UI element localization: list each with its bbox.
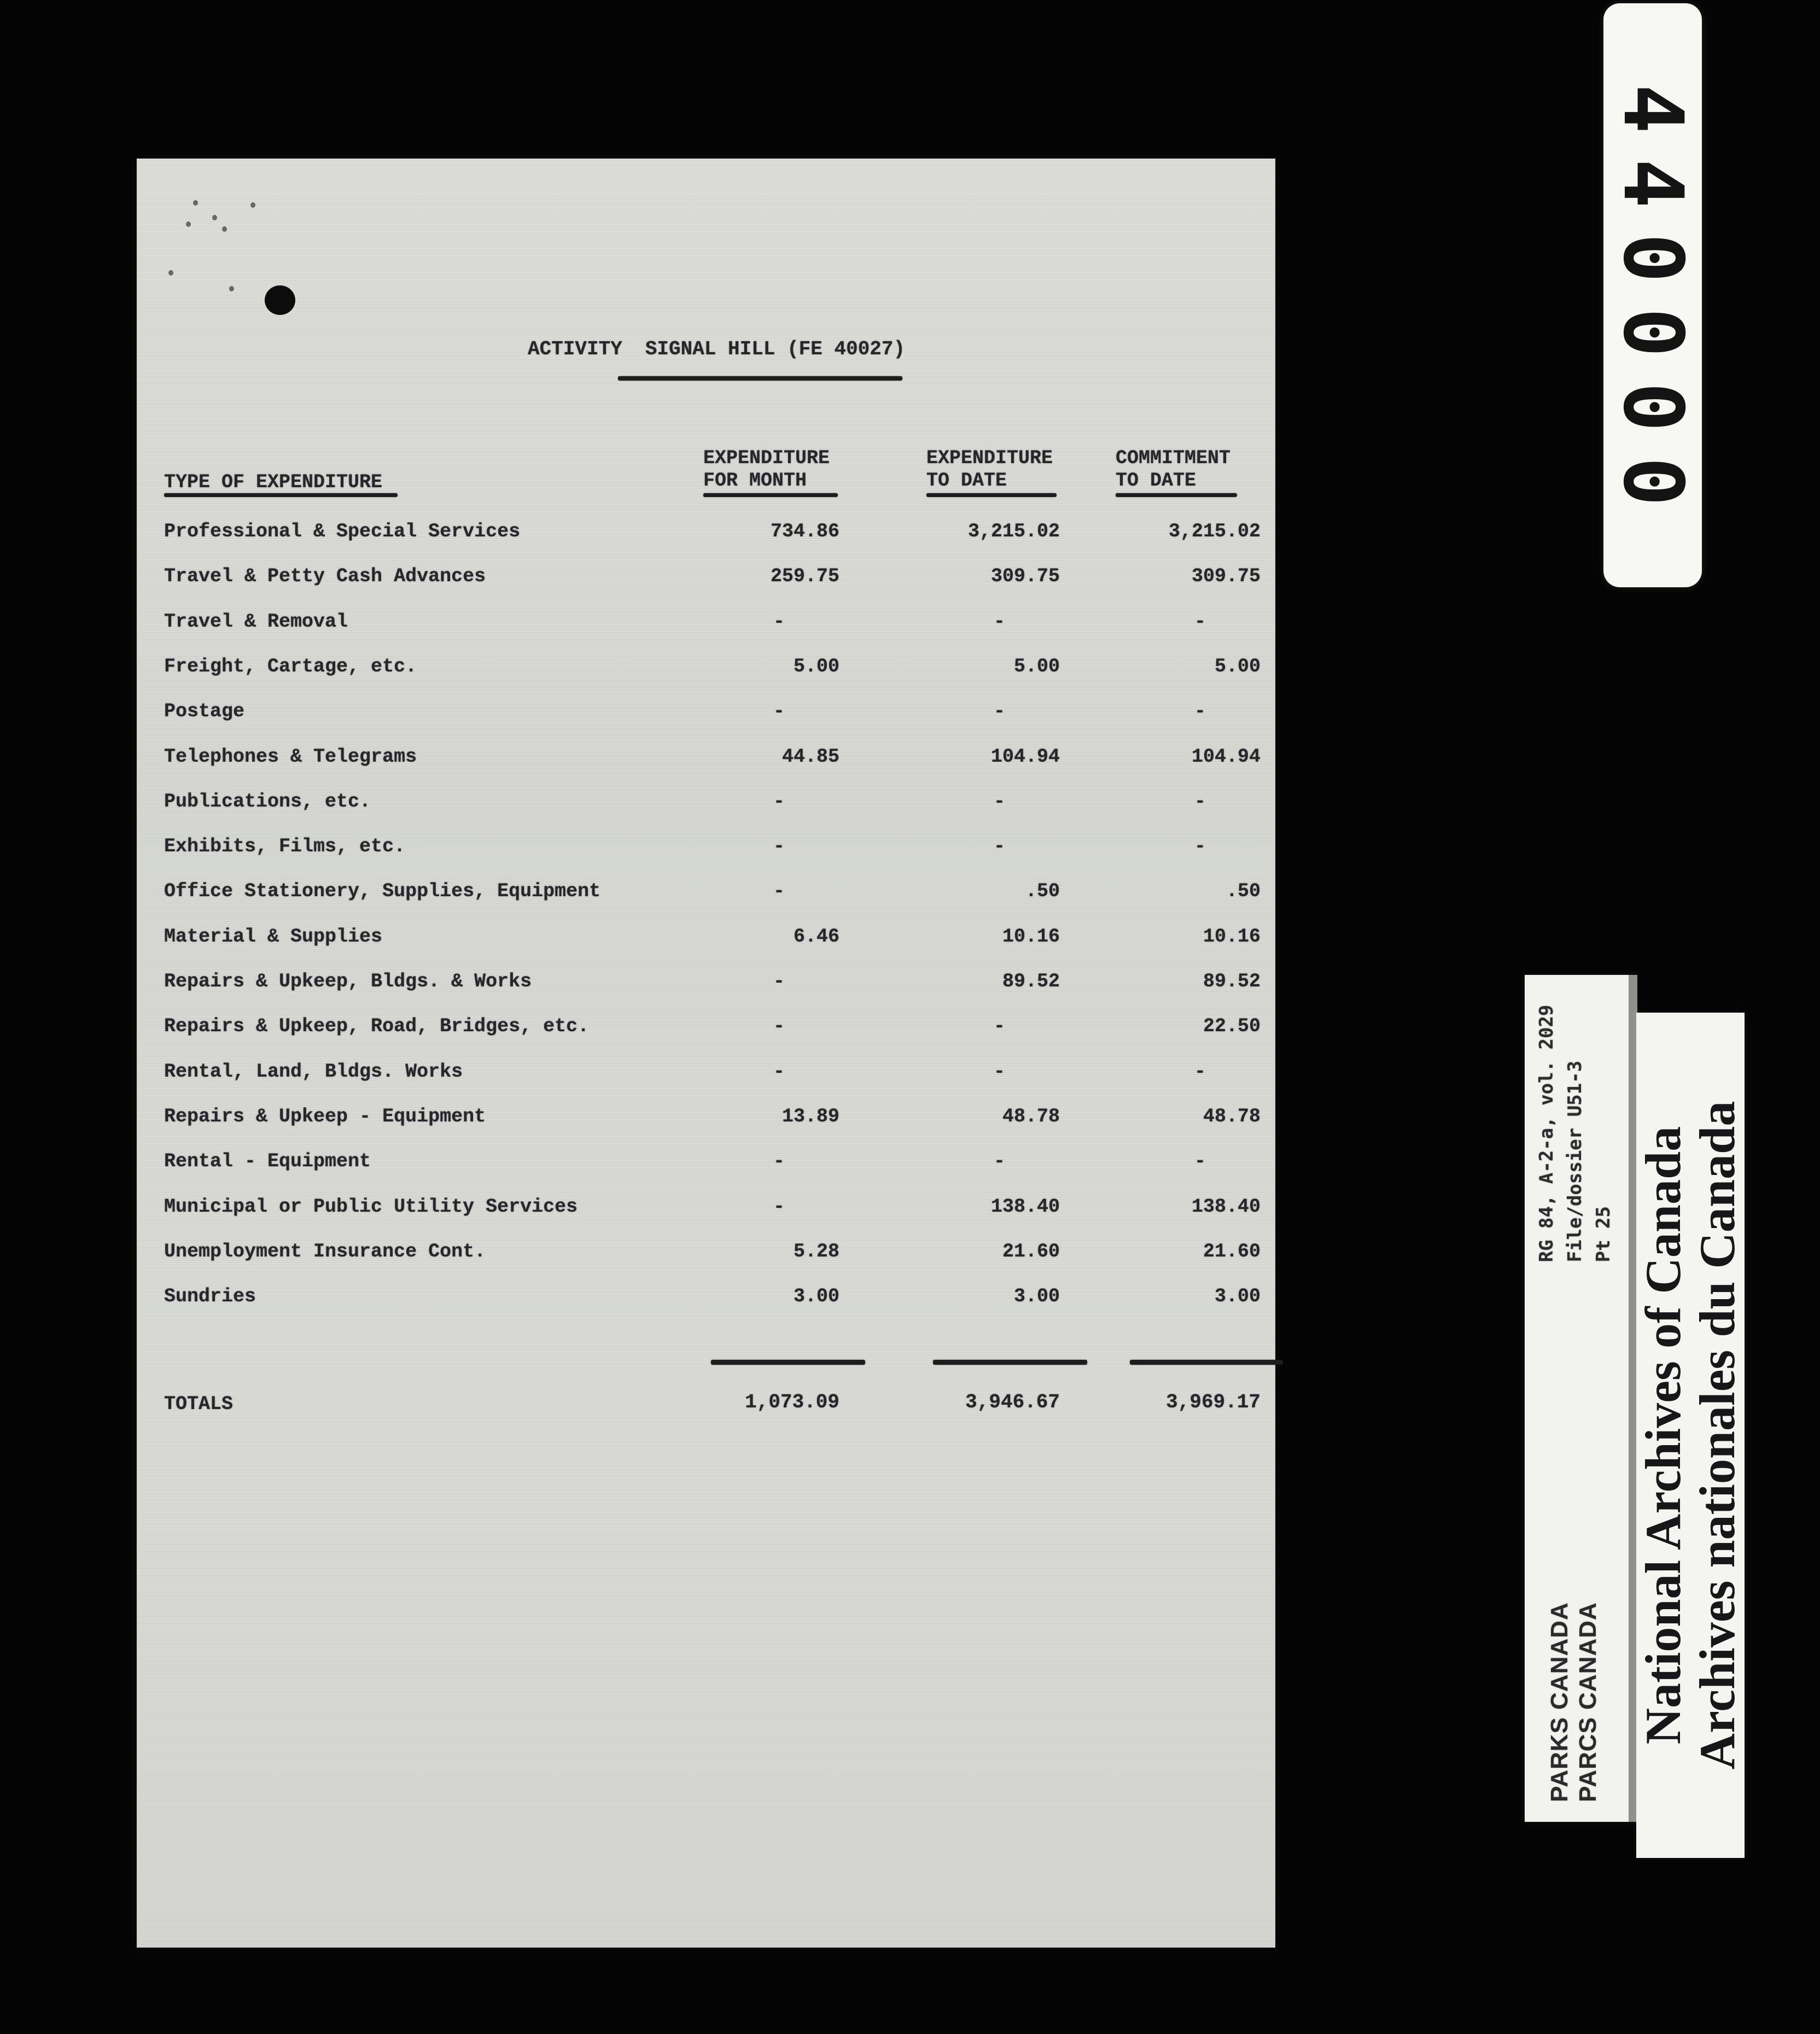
header-underline [164, 493, 398, 497]
dust-speck [186, 221, 191, 227]
cell-to_date: 5.00 [1013, 656, 1060, 677]
cell-to_date: - [993, 791, 1005, 813]
table-row-label: Sundries [164, 1285, 256, 1307]
archival-label-strip [1525, 975, 1637, 1822]
cell-month: 5.00 [793, 656, 839, 677]
film-frame-digits: 440000 [1605, 84, 1700, 531]
column-header-commitment-to-date: COMMITMENT TO DATE [1116, 447, 1231, 492]
cell-month: - [773, 835, 785, 857]
totals-rule-month [711, 1360, 865, 1365]
cell-month: - [773, 1061, 785, 1083]
activity-value: SIGNAL HILL (FE 40027) [645, 338, 906, 360]
cell-to_date: 104.94 [990, 746, 1060, 768]
cell-commitment: 138.40 [1191, 1196, 1261, 1218]
document-page [137, 159, 1275, 1948]
cell-month: 6.46 [793, 926, 839, 948]
cell-commitment: 309.75 [1191, 565, 1261, 587]
cell-commitment: - [1194, 1061, 1206, 1083]
totals-commitment-value: 3,969.17 [1166, 1391, 1261, 1413]
cell-commitment: 3.00 [1214, 1285, 1261, 1307]
archival-reference-text: RG 84, A-2-a, vol. 2029 File/dossier U51-3 Pt 25 [1536, 1004, 1614, 1263]
table-row-label: Travel & Removal [164, 611, 348, 633]
table-row-label: Exhibits, Films, etc. [164, 835, 406, 857]
totals-rule-to-date [933, 1360, 1087, 1365]
cell-month: - [773, 611, 785, 633]
totals-rule-commitment [1130, 1360, 1283, 1365]
cell-commitment: 10.16 [1203, 926, 1261, 948]
dust-speck [212, 215, 217, 220]
cell-to_date: 138.40 [990, 1196, 1060, 1218]
cell-to_date: 21.60 [1002, 1241, 1060, 1263]
cell-commitment: 48.78 [1203, 1106, 1261, 1127]
cell-to_date: 3.00 [1013, 1285, 1060, 1307]
cell-commitment: - [1194, 1150, 1206, 1172]
totals-label: TOTALS [164, 1393, 234, 1415]
cell-month: 44.85 [781, 746, 839, 768]
header-underline [1116, 493, 1237, 497]
cell-to_date: .50 [1025, 880, 1060, 902]
title-underline [618, 376, 902, 381]
cell-month: 259.75 [770, 565, 839, 587]
table-row-label: Publications, etc. [164, 791, 371, 813]
cell-month: 5.28 [793, 1241, 839, 1263]
dust-speck [168, 270, 173, 276]
national-archives-stamp: National Archives of Canada Archives nationales du Canada [1635, 1101, 1745, 1770]
column-header-type-of-expenditure: TYPE OF EXPENDITURE [164, 471, 383, 493]
cell-to_date: 48.78 [1002, 1106, 1060, 1127]
dust-speck [222, 226, 227, 232]
cell-to_date: 10.16 [1002, 926, 1060, 948]
cell-month: - [773, 700, 785, 722]
cell-to_date: - [993, 700, 1005, 722]
totals-month-value: 1,073.09 [745, 1391, 839, 1413]
cell-to_date: - [993, 1015, 1005, 1037]
table-row-label: Professional & Special Services [164, 521, 521, 542]
cell-commitment: - [1194, 700, 1206, 722]
cell-month: - [773, 1015, 785, 1037]
cell-commitment: .50 [1226, 880, 1261, 902]
cell-commitment: - [1194, 791, 1206, 813]
cell-to_date: 3,215.02 [967, 521, 1060, 542]
header-underline [703, 493, 838, 497]
table-row-label: Repairs & Upkeep, Bldgs. & Works [164, 971, 532, 992]
punch-hole-dot [265, 285, 295, 315]
cell-commitment: 104.94 [1191, 746, 1261, 768]
dust-speck [193, 200, 198, 206]
cell-commitment: 21.60 [1203, 1241, 1261, 1263]
cell-commitment: - [1194, 611, 1206, 633]
cell-commitment: 89.52 [1203, 971, 1261, 992]
table-row-label: Office Stationery, Supplies, Equipment [164, 880, 601, 902]
cell-month: - [773, 1196, 785, 1218]
table-row-label: Repairs & Upkeep, Road, Bridges, etc. [164, 1015, 590, 1037]
table-row-label: Telephones & Telegrams [164, 746, 417, 768]
national-archives-strip [1636, 1013, 1745, 1858]
table-row-label: Municipal or Public Utility Services [164, 1196, 578, 1218]
activity-label: ACTIVITY [528, 338, 622, 360]
table-row-label: Unemployment Insurance Cont. [164, 1241, 486, 1263]
cell-to_date: 309.75 [990, 565, 1060, 587]
cell-month: - [773, 880, 785, 902]
cell-month: 734.86 [770, 521, 839, 542]
column-header-expenditure-to-date: EXPENDITURE TO DATE [926, 447, 1053, 492]
parks-canada-stamp: PARKS CANADA PARCS CANADA [1546, 1602, 1601, 1802]
cell-month: 3.00 [793, 1285, 839, 1307]
cell-to_date: - [993, 835, 1005, 857]
table-row-label: Rental - Equipment [164, 1150, 371, 1172]
cell-commitment: 22.50 [1203, 1015, 1261, 1037]
table-row-label: Travel & Petty Cash Advances [164, 565, 486, 587]
column-header-expenditure-for-month: EXPENDITURE FOR MONTH [703, 447, 830, 492]
cell-month: - [773, 791, 785, 813]
cell-commitment: 5.00 [1214, 656, 1261, 677]
film-frame-counter-strip [1603, 3, 1702, 587]
table-row-label: Postage [164, 700, 245, 722]
dust-speck [229, 286, 234, 291]
cell-month: - [773, 971, 785, 992]
activity-title-line [528, 338, 905, 360]
cell-to_date: - [993, 611, 1005, 633]
totals-to-date-value: 3,946.67 [965, 1391, 1060, 1413]
table-row-label: Rental, Land, Bldgs. Works [164, 1061, 463, 1083]
cell-commitment: - [1194, 835, 1206, 857]
table-row-label: Repairs & Upkeep - Equipment [164, 1106, 486, 1127]
cell-to_date: 89.52 [1002, 971, 1060, 992]
cell-commitment: 3,215.02 [1168, 521, 1261, 542]
table-row-label: Freight, Cartage, etc. [164, 656, 417, 677]
cell-to_date: - [993, 1150, 1005, 1172]
cell-to_date: - [993, 1061, 1005, 1083]
cell-month: 13.89 [781, 1106, 839, 1127]
header-underline [926, 493, 1057, 497]
dust-speck [250, 202, 255, 208]
cell-month: - [773, 1150, 785, 1172]
table-row-label: Material & Supplies [164, 926, 383, 948]
